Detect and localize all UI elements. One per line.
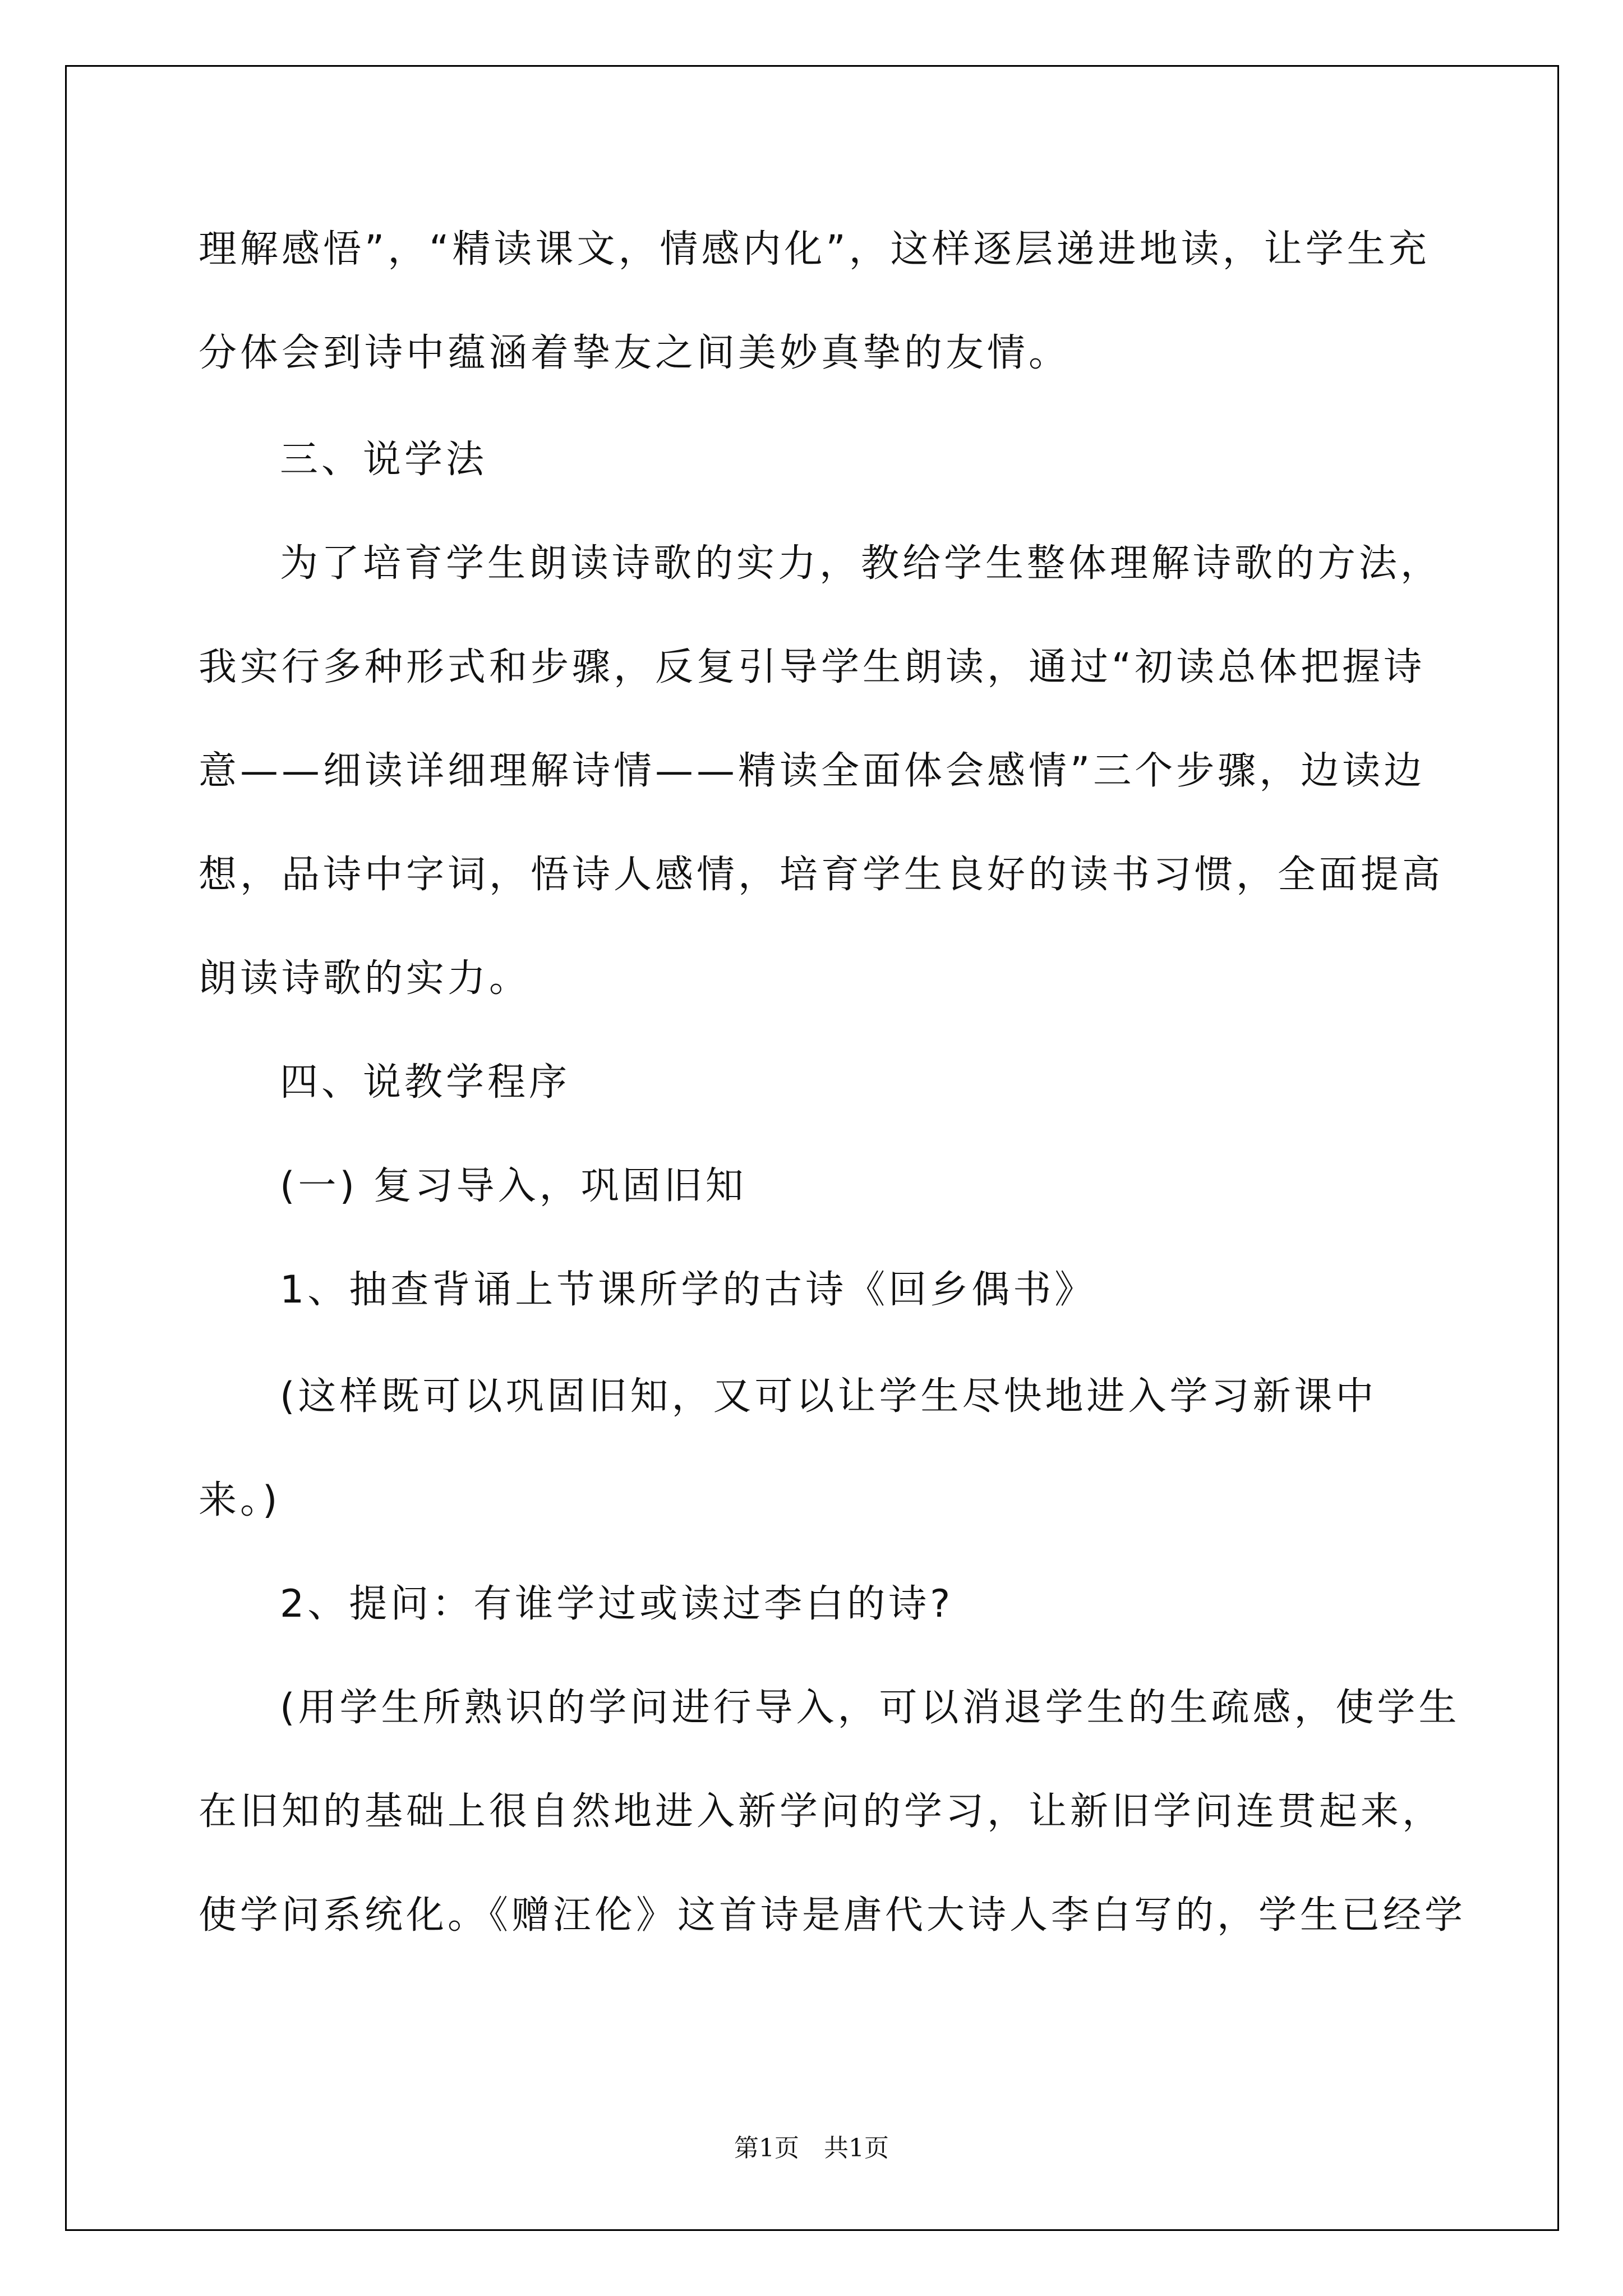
text-line: 使学问系统化。《赠汪伦》这首诗是唐代大诗人李白写的，学生已经学: [199, 1893, 1467, 1938]
text-line: 2、提问：有谁学过或读过李白的诗?: [280, 1582, 954, 1626]
text-line: 在旧知的基础上很自然地进入新学问的学习，让新旧学问连贯起来，: [199, 1789, 1444, 1834]
section-heading: 三、说学法: [280, 438, 488, 482]
section-heading: 四、说教学程序: [280, 1060, 571, 1105]
text-line: 来。): [199, 1478, 281, 1522]
text-line: 意——细读详细理解诗情——精读全面体会感情”三个步骤，边读边: [199, 749, 1426, 793]
text-line: 我实行多种形式和步骤，反复引导学生朗读，通过“初读总体把握诗: [199, 645, 1426, 689]
text-line: 分体会到诗中蕴涵着挚友之间美妙真挚的友情。: [199, 331, 1071, 375]
text-line: 理解感悟”，“精读课文，情感内化”，这样逐层递进地读，让学生充: [199, 227, 1430, 272]
page-footer: 第1页 共1页: [734, 2134, 889, 2162]
text-line: 为了培育学生朗读诗歌的实力，教给学生整体理解诗歌的方法，: [280, 541, 1442, 586]
text-line: 朗读诗歌的实力。: [199, 956, 531, 1001]
subsection-heading: (一) 复习导入，巩固旧知: [280, 1164, 747, 1208]
text-line: 1、抽查背诵上节课所学的古诗《回乡偶书》: [280, 1268, 1096, 1312]
text-line: (这样既可以巩固旧知，又可以让学生尽快地进入学习新课中: [280, 1374, 1377, 1419]
text-line: 想，品诗中字词，悟诗人感情，培育学生良好的读书习惯，全面提高: [199, 853, 1444, 897]
text-line: (用学生所熟识的学问进行导入，可以消退学生的生疏感，使学生: [280, 1686, 1460, 1730]
